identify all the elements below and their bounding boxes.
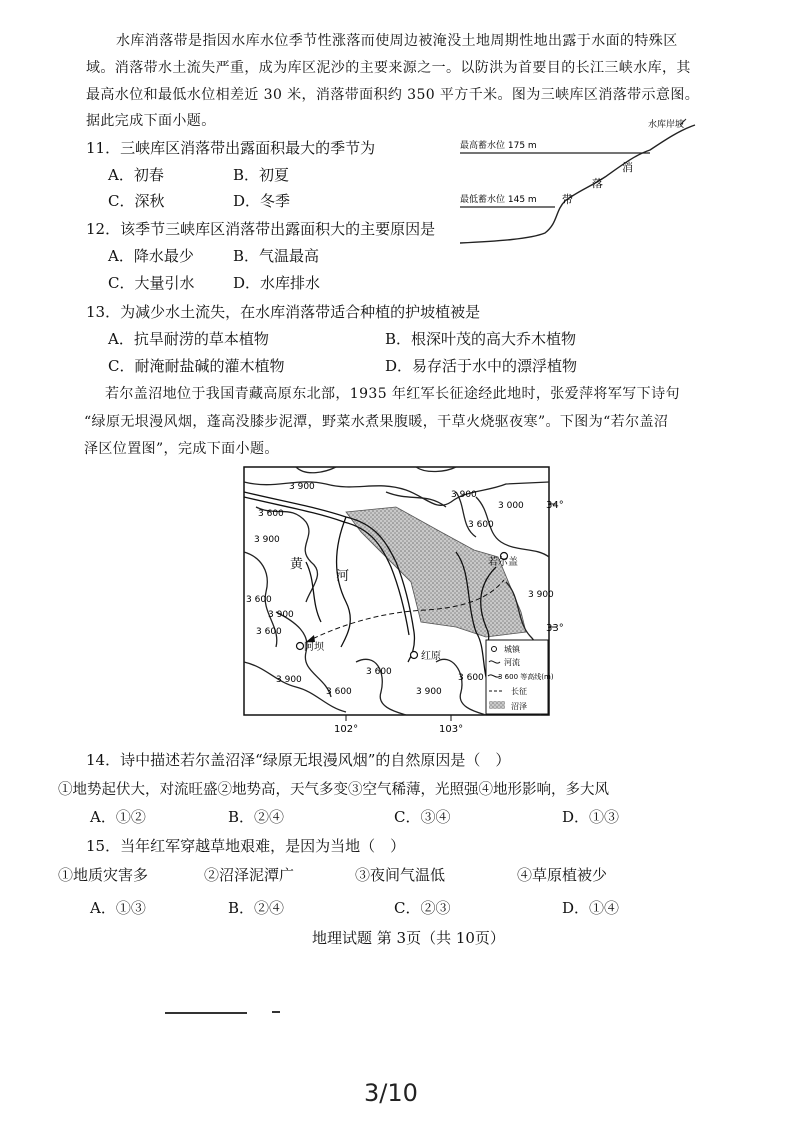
lon-label-103: 103°: [439, 724, 464, 735]
intro1-line1: 水库消落带是指因水库水位季节性涨落而使周边被淹没土地周期性地出露于水面的特殊区: [116, 33, 678, 49]
q12-option-b[interactable]: B．气温最高: [233, 247, 320, 265]
zone-char-2: 落: [592, 177, 603, 190]
q14-option-a[interactable]: A．①②: [90, 808, 146, 826]
q15-option-c[interactable]: C．②③: [394, 899, 451, 917]
page-indicator: 3/10: [364, 1079, 418, 1107]
q15-choice-3: ③夜间气温低: [355, 866, 446, 884]
contour-label-4: 3 600: [246, 595, 272, 605]
page-footer: 地理试题 第 3页（共 10页）: [312, 929, 505, 947]
lon-label-102: 102°: [334, 724, 359, 735]
q11-option-d[interactable]: D．冬季: [233, 192, 291, 210]
q14-stem: 14．诗中描述若尔盖沼泽“绿原无垠漫风烟”的自然原因是（ ）: [86, 751, 511, 769]
q11-option-c[interactable]: C．深秋: [108, 192, 165, 210]
legend-swamp-label: 沼泽: [511, 702, 527, 711]
lat-label-34: 34°: [546, 500, 564, 511]
contour-label-9: 3 900: [528, 590, 554, 600]
q14-option-b[interactable]: B．②④: [228, 808, 285, 826]
q15-choice-1: ①地质灾害多: [58, 866, 149, 884]
zoige-map: [236, 462, 571, 737]
scan-mark-2: [272, 1011, 280, 1013]
contour-label-2: 3 600: [258, 509, 284, 519]
high-level-label: 最高蓄水位 175 m: [460, 141, 537, 151]
q15-stem: 15．当年红军穿越草地艰难，是因为当地（ ）: [86, 837, 406, 855]
contour-label-15: 3 600: [458, 673, 484, 683]
zone-char-3: 带: [562, 193, 573, 206]
intro2-line2: “绿原无垠漫风烟，蓬高没膝步泥潭，野菜水煮果腹暖，干草火烧驱夜寒”。下图为“若尔盖沼: [84, 414, 669, 430]
q14-option-d[interactable]: D．①③: [562, 808, 620, 826]
river-label-1: 黄: [290, 557, 304, 572]
q12-option-d[interactable]: D．水库排水: [233, 274, 321, 292]
map-legend: [486, 640, 554, 714]
q12-option-a[interactable]: A．降水最少: [108, 247, 194, 265]
q13-option-b[interactable]: B．根深叶茂的高大乔木植物: [385, 330, 577, 348]
contour-label-13: 3 600: [326, 687, 352, 697]
q13-option-a[interactable]: A．抗旱耐涝的草本植物: [108, 330, 269, 348]
contour-label-6: 3 000: [498, 501, 524, 511]
q15-choice-2: ②沼泽泥潭广: [204, 866, 295, 884]
town-label-hongyuan: 红原: [421, 651, 441, 662]
q15-option-a[interactable]: A．①③: [90, 899, 146, 917]
intro1-line3: 最高水位和最低水位相差近 30 米，消落带面积约 350 平方千米。图为三峡库区消落带示意图。: [86, 87, 700, 103]
legend-river-label: 河流: [504, 658, 520, 667]
intro1-line2: 域。消落带水土流失严重，成为库区泥沙的主要来源之一。以防洪为首要目的长江三峡水库，其: [86, 60, 691, 76]
river-label-2: 河: [336, 569, 350, 584]
q13-option-d[interactable]: D．易存活于水中的漂浮植物: [385, 357, 578, 375]
q11-option-a[interactable]: A．初春: [108, 166, 164, 184]
intro2-line1: 若尔盖沼地位于我国青藏高原东北部，1935 年红军长征途经此地时，张爱萍将军写下诗句: [105, 386, 680, 402]
town-hongyuan: [411, 652, 418, 659]
q11-option-b[interactable]: B．初夏: [233, 166, 290, 184]
q14-option-c[interactable]: C．③④: [394, 808, 451, 826]
lat-label-33: 33°: [546, 623, 564, 634]
q14-choices: ①地势起伏大，对流旺盛②地势高，天气多变③空气稀薄，光照强④地形影响，多大风: [58, 782, 609, 798]
town-aba: [297, 643, 304, 650]
contour-label-11: 3 600: [366, 667, 392, 677]
q15-option-d[interactable]: D．①④: [562, 899, 620, 917]
q13-stem: 13．为减少水土流失，在水库消落带适合种植的护坡植被是: [86, 303, 481, 321]
contour-label-10: 3 600: [256, 627, 282, 637]
legend-swamp-symbol: [489, 701, 505, 709]
town-label-zoige: 若尔盖: [488, 557, 518, 568]
q11-stem: 11．三峡库区消落带出露面积最大的季节为: [86, 139, 376, 157]
contour-label-7: 3 600: [468, 520, 494, 530]
q15-choice-4: ④草原植被少: [517, 866, 608, 884]
contour-label-5: 3 900: [268, 610, 294, 620]
low-level-label: 最低蓄水位 145 m: [460, 195, 537, 205]
contour-label-14: 3 900: [416, 687, 442, 697]
intro2-line3: 泽区位置图”，完成下面小题。: [84, 441, 279, 457]
q15-option-b[interactable]: B．②④: [228, 899, 285, 917]
contour-label-1: 3 900: [289, 482, 315, 492]
zone-char-1: 消: [622, 161, 633, 174]
legend-town-symbol: [492, 647, 497, 652]
bank-label: 水库岸坡: [648, 120, 685, 130]
legend-contour-label: 3 600 等高线(m): [498, 673, 554, 681]
contour-label-8: 3 900: [451, 490, 477, 500]
town-label-aba: 阿坝: [304, 642, 324, 653]
legend-march-label: 长征: [511, 687, 527, 696]
contour-label-3: 3 900: [254, 535, 280, 545]
drawdown-zone-diagram: [450, 115, 700, 250]
scan-mark-1: [165, 1012, 247, 1014]
q12-option-c[interactable]: C．大量引水: [108, 274, 195, 292]
intro1-line4: 据此完成下面小题。: [86, 113, 216, 129]
q13-option-c[interactable]: C．耐淹耐盐碱的灌木植物: [108, 357, 285, 375]
legend-town-label: 城镇: [504, 645, 520, 654]
q12-stem: 12．该季节三峡库区消落带出露面积大的主要原因是: [86, 220, 436, 238]
contour-label-12: 3 900: [276, 675, 302, 685]
